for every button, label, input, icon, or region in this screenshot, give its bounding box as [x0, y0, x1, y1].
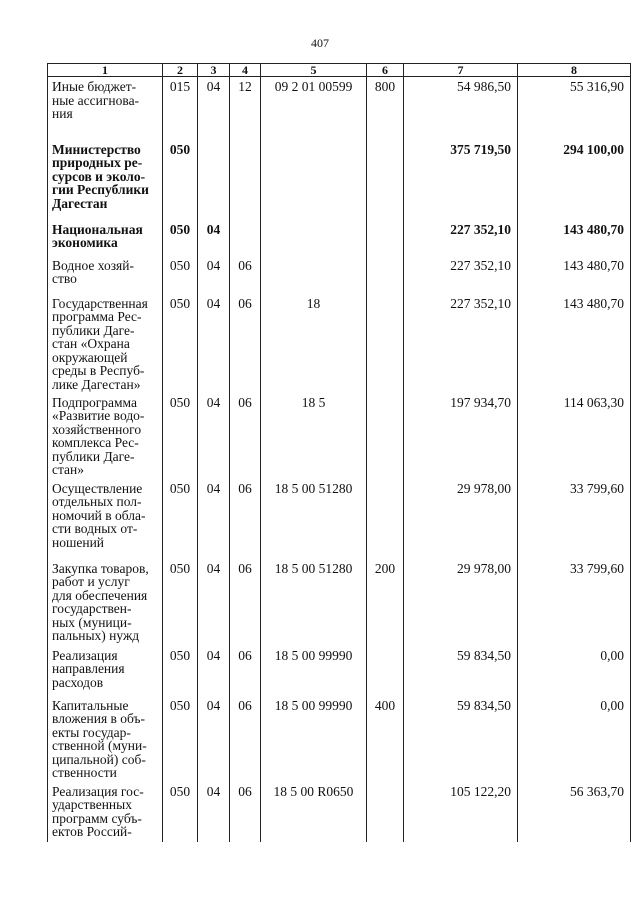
row-name-cell: Закупка товаров, работ и услуг для обеспечения государствен- ных (муници- пальных) нужд — [48, 559, 163, 646]
target-article-cell — [261, 220, 367, 256]
table-row — [48, 696, 631, 782]
section-cell: 04 — [198, 294, 230, 393]
table-row — [48, 294, 631, 393]
target-article-cell — [261, 140, 367, 220]
ministry-code-cell: 050 — [163, 294, 198, 393]
ministry-code-cell: 050 — [163, 782, 198, 842]
expense-type-cell — [367, 479, 404, 559]
amount-col8-cell: 143 480,70 — [518, 220, 631, 256]
subsection-cell: 06 — [230, 696, 261, 782]
row-name-cell: Осуществление отдельных пол- номочий в обла- сти водных от- ношений — [48, 479, 163, 559]
subsection-cell: 06 — [230, 294, 261, 393]
expense-type-cell — [367, 256, 404, 294]
ministry-code-cell: 050 — [163, 140, 198, 220]
amount-col7-cell: 197 934,70 — [404, 393, 518, 479]
amount-col8-cell: 294 100,00 — [518, 140, 631, 220]
subsection-cell: 06 — [230, 782, 261, 842]
ministry-code-cell: 050 — [163, 646, 198, 696]
section-cell: 04 — [198, 393, 230, 479]
subsection-cell: 06 — [230, 393, 261, 479]
amount-col7-cell: 29 978,00 — [404, 559, 518, 646]
header-col-7: 7 — [404, 64, 518, 77]
budget-table — [47, 63, 631, 842]
amount-col7-cell: 227 352,10 — [404, 256, 518, 294]
ministry-code-cell: 050 — [163, 393, 198, 479]
section-cell: 04 — [198, 220, 230, 256]
row-name-cell: Реализация направления расходов — [48, 646, 163, 696]
header-col-8: 8 — [518, 64, 631, 77]
subsection-cell — [230, 220, 261, 256]
ministry-code-cell: 050 — [163, 696, 198, 782]
ministry-code-cell: 050 — [163, 220, 198, 256]
subsection-cell: 06 — [230, 479, 261, 559]
subsection-cell: 06 — [230, 559, 261, 646]
amount-col7-cell: 375 719,50 — [404, 140, 518, 220]
table-body — [48, 77, 631, 842]
amount-col8-cell: 33 799,60 — [518, 559, 631, 646]
row-name-cell: Государственная программа Рес- публики Даге- стан «Охрана окружающей среды в Респуб- лике Дагестан» — [48, 294, 163, 393]
section-cell — [198, 140, 230, 220]
ministry-code-cell: 015 — [163, 77, 198, 140]
row-name-cell: Министерство природных ре- сурсов и эколо- гии Республики Дагестан — [48, 140, 163, 220]
expense-type-cell — [367, 646, 404, 696]
expense-type-cell: 400 — [367, 696, 404, 782]
target-article-cell: 18 5 00 51280 — [261, 479, 367, 559]
amount-col8-cell: 114 063,30 — [518, 393, 631, 479]
table-row — [48, 393, 631, 479]
target-article-cell: 18 5 00 51280 — [261, 559, 367, 646]
subsection-cell: 12 — [230, 77, 261, 140]
header-col-1: 1 — [48, 64, 163, 77]
row-name-cell: Подпрограмма «Развитие водо- хозяйственного комплекса Рес- публики Даге- стан» — [48, 393, 163, 479]
amount-col7-cell: 59 834,50 — [404, 646, 518, 696]
ministry-code-cell: 050 — [163, 479, 198, 559]
amount-col8-cell: 143 480,70 — [518, 256, 631, 294]
amount-col8-cell: 0,00 — [518, 646, 631, 696]
expense-type-cell — [367, 220, 404, 256]
amount-col7-cell: 227 352,10 — [404, 220, 518, 256]
expense-type-cell — [367, 393, 404, 479]
header-col-2: 2 — [163, 64, 198, 77]
section-cell: 04 — [198, 479, 230, 559]
target-article-cell: 18 5 00 R0650 — [261, 782, 367, 842]
page-number: 407 — [311, 36, 329, 50]
table-header-row — [48, 64, 631, 77]
table-row — [48, 140, 631, 220]
subsection-cell: 06 — [230, 256, 261, 294]
section-cell: 04 — [198, 77, 230, 140]
target-article-cell: 18 — [261, 294, 367, 393]
expense-type-cell: 200 — [367, 559, 404, 646]
row-name-cell: Реализация гос- ударственных программ субъ- ектов Россий- — [48, 782, 163, 842]
expense-type-cell — [367, 294, 404, 393]
row-name-cell: Национальная экономика — [48, 220, 163, 256]
ministry-code-cell: 050 — [163, 256, 198, 294]
row-name-cell: Водное хозяй- ство — [48, 256, 163, 294]
section-cell: 04 — [198, 646, 230, 696]
header-col-5: 5 — [261, 64, 367, 77]
header-col-6: 6 — [367, 64, 404, 77]
table-row — [48, 782, 631, 842]
section-cell: 04 — [198, 782, 230, 842]
target-article-cell: 18 5 — [261, 393, 367, 479]
amount-col7-cell: 54 986,50 — [404, 77, 518, 140]
expense-type-cell: 800 — [367, 77, 404, 140]
header-col-4: 4 — [230, 64, 261, 77]
target-article-cell: 18 5 00 99990 — [261, 696, 367, 782]
target-article-cell: 18 5 00 99990 — [261, 646, 367, 696]
amount-col8-cell: 0,00 — [518, 696, 631, 782]
table-row — [48, 479, 631, 559]
table-row — [48, 646, 631, 696]
subsection-cell: 06 — [230, 646, 261, 696]
amount-col8-cell: 56 363,70 — [518, 782, 631, 842]
section-cell: 04 — [198, 559, 230, 646]
table-row — [48, 559, 631, 646]
table-row — [48, 77, 631, 140]
subsection-cell — [230, 140, 261, 220]
expense-type-cell — [367, 782, 404, 842]
table-row — [48, 220, 631, 256]
table-row — [48, 256, 631, 294]
target-article-cell: 09 2 01 00599 — [261, 77, 367, 140]
expense-type-cell — [367, 140, 404, 220]
section-cell: 04 — [198, 696, 230, 782]
section-cell: 04 — [198, 256, 230, 294]
row-name-cell: Капитальные вложения в объ- екты государ- ственной (муни- ципальной) соб- ственности — [48, 696, 163, 782]
amount-col8-cell: 33 799,60 — [518, 479, 631, 559]
amount-col8-cell: 143 480,70 — [518, 294, 631, 393]
amount-col7-cell: 227 352,10 — [404, 294, 518, 393]
header-col-3: 3 — [198, 64, 230, 77]
amount-col7-cell: 29 978,00 — [404, 479, 518, 559]
row-name-cell: Иные бюджет- ные ассигнова- ния — [48, 77, 163, 140]
amount-col7-cell: 105 122,20 — [404, 782, 518, 842]
amount-col8-cell: 55 316,90 — [518, 77, 631, 140]
ministry-code-cell: 050 — [163, 559, 198, 646]
amount-col7-cell: 59 834,50 — [404, 696, 518, 782]
target-article-cell — [261, 256, 367, 294]
